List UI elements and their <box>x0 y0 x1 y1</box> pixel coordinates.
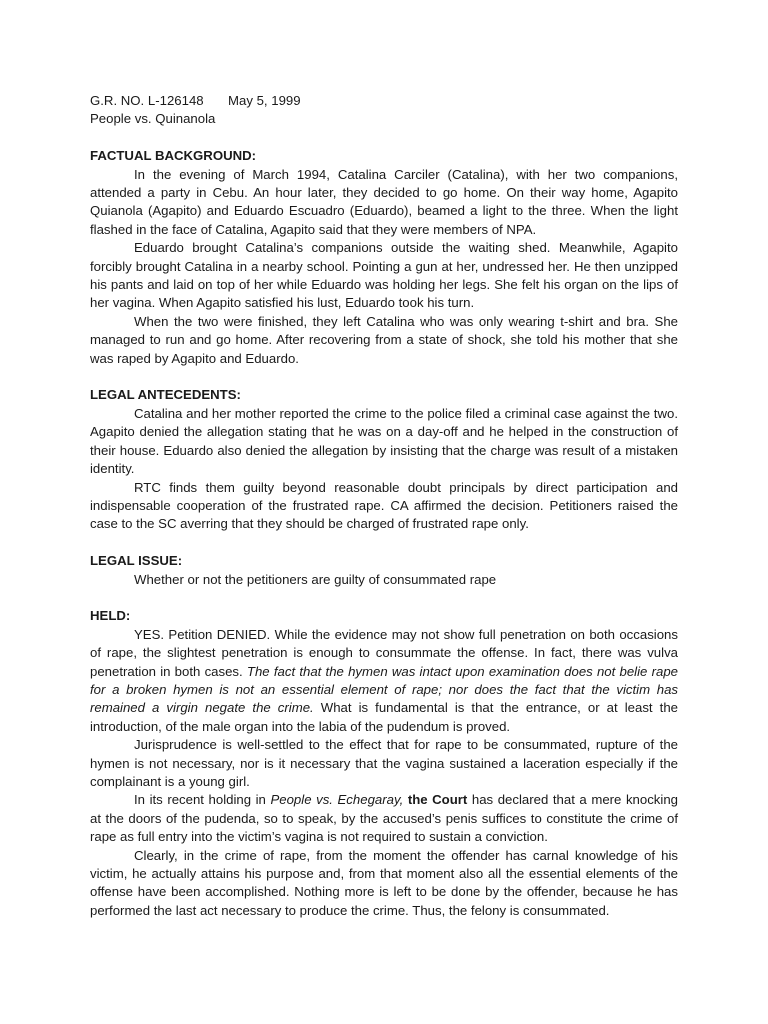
case-header <box>90 92 678 110</box>
held-italic-text: The fact that the hymen was intact upon examination does not belie rape for a broken hymen is not an essential element of rape; nor does the fact that the victim has remained a virgin negate the crime. <box>90 663 678 716</box>
held-text: has declared that a mere knocking at the doors of the pudenda, so to speak, by the accused’s penis suffices to constitute the crime of rape as full entry into the victim’s vagina is not required to sustain a conviction. <box>90 792 678 845</box>
factual-background-heading: FACTUAL BACKGROUND: <box>90 148 257 164</box>
legal-issue-heading: LEGAL ISSUE: <box>90 553 183 569</box>
antecedents-paragraph: Catalina and her mother reported the crime to the police filed a criminal case against the two. Agapito denied the allegation stating that he was on a day-off and he helped in the construction of their house. Eduardo also denied the allegation by insisting that the charge was result of a mistaken identity. <box>90 405 678 477</box>
antecedents-paragraph: RTC finds them guilty beyond reasonable doubt principals by direct participation and indispensable cooperation of the frustrated rape. CA affirmed the decision. Petitioners raised the case to the SC averring that they should be charged of frustrated rape only. <box>90 479 678 532</box>
held-text: YES. Petition DENIED. While the evidence may not show full penetration on both occasions of rape, the slightest penetration is enough to consummate the offense. In fact, there was vulva penetration in both cases. <box>90 626 678 679</box>
case-date: May 5, 1999 <box>228 93 301 108</box>
factual-paragraph: Eduardo brought Catalina’s companions outside the waiting shed. Meanwhile, Agapito forcibly brought Catalina in a nearby school. Pointing a gun at her, undressed her. He then unzipped his pants and laid on top of her while Eduardo was holding her legs. She felt his organ on the lips of her vagina. When Agapito satisfied his lust, Eduardo took his turn. <box>90 240 678 311</box>
held-paragraph: Clearly, in the crime of rape, from the moment the offender has carnal knowledge of his victim, he actually attains his purpose and, from that moment also all the essential elements of the offense have been accomplished. Nothing more is left to be done by the offender, because he has performed the last act necessary to produce the crime. Thus, the felony is consummated. <box>90 847 678 918</box>
cited-case: People vs. Echegaray, <box>270 792 404 808</box>
held-paragraph <box>90 626 678 736</box>
factual-paragraph: When the two were finished, they left Catalina who was only wearing t-shirt and bra. She managed to run and go home. After recovering from a state of shock, she told his mother that she was raped by Agapito and Eduardo. <box>90 313 678 366</box>
document-page <box>90 92 678 920</box>
held-bold-text: the Court <box>403 792 468 808</box>
held-paragraph <box>90 791 678 846</box>
legal-antecedents-heading: LEGAL ANTECEDENTS: <box>90 387 241 403</box>
legal-issue-text: Whether or not the petitioners are guilty of consummated rape <box>134 571 497 587</box>
case-number: G.R. NO. L-126148 <box>90 93 204 108</box>
held-heading: HELD: <box>90 608 131 624</box>
case-title: People vs. Quinanola <box>90 111 216 127</box>
held-text: What is fundamental is that the entrance, or at least the introduction, of the male organ into the labia of the pudendum is proved. <box>90 700 678 734</box>
factual-paragraph: In the evening of March 1994, Catalina Carciler (Catalina), with her two companions, attended a party in Cebu. An hour later, they decided to go home. On their way home, Agapito Quianola (Agapito) and Eduardo Escuadro (Eduardo), beamed a light to the three. When the light flashed in the face of Catalina, Agapito said that they were members of NPA. <box>90 166 678 237</box>
held-text: In its recent holding in <box>134 792 271 808</box>
held-paragraph: Jurisprudence is well-settled to the effect that for rape to be consummated, rupture of the hymen is not necessary, nor is it necessary that the vagina sustained a laceration especially if the complainant is a young girl. <box>90 737 678 789</box>
